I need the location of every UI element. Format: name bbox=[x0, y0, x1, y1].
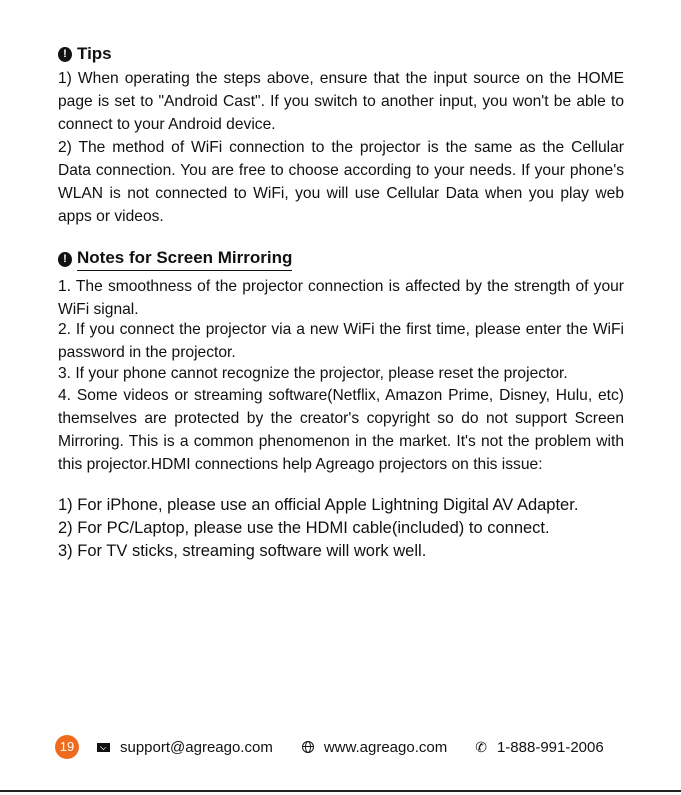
website-text[interactable]: www.agreago.com bbox=[323, 738, 448, 756]
notes-title: Notes for Screen Mirroring bbox=[77, 248, 292, 271]
globe-icon bbox=[302, 741, 314, 753]
notes-sub-item-3: 3) For TV sticks, streaming software will work well. bbox=[58, 542, 427, 560]
notes-item-1: 1. The smoothness of the projector connection is affected by the strength of your WiFi signal. bbox=[58, 278, 624, 318]
notes-sub-item-1: 1) For iPhone, please use an official Apple Lightning Digital AV Adapter. bbox=[58, 496, 579, 514]
tips-item-1: 1) When operating the steps above, ensure that the input source on the HOME page is set to "Android Cast". If you switch to another input, you won't be able to connect to your Android device. bbox=[58, 70, 624, 133]
notes-item-3: 3. If your phone cannot recognize the projector, please reset the projector. bbox=[58, 365, 568, 382]
phone-text[interactable]: 1-888-991-2006 bbox=[496, 738, 604, 756]
bottom-divider bbox=[0, 790, 681, 792]
footer-phone[interactable] bbox=[475, 739, 604, 756]
notes-item-4: 4. Some videos or streaming software(Netflix, Amazon Prime, Disney, Hulu, etc) themselves are protected by the creator's copyright so do not support Screen Mirroring. This is a common phenomenon in the market. It's not the problem with this projector.HDMI connections help Agreago projectors on this issue: bbox=[58, 387, 624, 473]
tips-item-2: 2) The method of WiFi connection to the projector is the same as the Cellular Data connection. You are free to choose according to your needs. If your phone's WLAN is not connected to WiFi, you will use Cellular Data when you play web apps or videos. bbox=[58, 139, 624, 225]
tips-heading bbox=[58, 44, 112, 64]
page-number: 19 bbox=[55, 735, 79, 759]
contact-footer bbox=[55, 735, 625, 759]
mail-icon bbox=[97, 743, 110, 752]
notes-heading bbox=[58, 248, 292, 271]
notes-item-2: 2. If you connect the projector via a new WiFi the first time, please enter the WiFi password in the projector. bbox=[58, 321, 624, 361]
footer-email[interactable] bbox=[97, 739, 273, 756]
exclamation-circle-icon: ! bbox=[58, 252, 72, 267]
footer-website[interactable] bbox=[302, 739, 447, 756]
email-text[interactable]: support@agreago.com bbox=[120, 738, 273, 756]
tips-title: Tips bbox=[77, 44, 112, 63]
notes-sub-item-2: 2) For PC/Laptop, please use the HDMI cable(included) to connect. bbox=[58, 519, 550, 537]
exclamation-circle-icon: ! bbox=[58, 47, 72, 62]
phone-icon: ✆ bbox=[475, 739, 487, 755]
